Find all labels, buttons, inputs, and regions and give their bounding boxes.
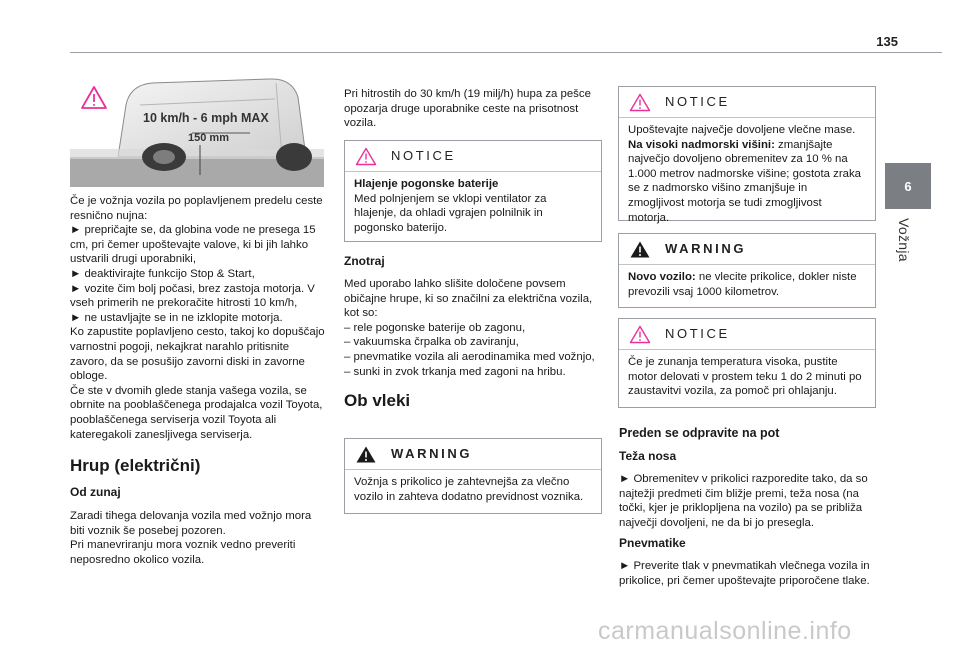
notice-header (619, 319, 875, 350)
bullet-item: ► Preverite tlak v pnevmatikah vlečnega vozila in prikolice, pri čemer upoštevajte priporočene tlake. (619, 560, 870, 587)
header-rule (70, 52, 942, 53)
notice-label: NOTICE (391, 147, 456, 163)
warning-icon (355, 147, 377, 166)
paragraph: Pri hitrostih do 30 km/h (19 milj/h) hupa za pešce opozarja druge uporabnike ceste na prisotnost vozila. (344, 88, 591, 130)
subheading-od-zunaj: Od zunaj (70, 485, 121, 500)
column-1 (70, 194, 328, 567)
bullet-item: ► Obremenitev v prikolici razporedite tako, da so najtežji predmeti čim bližje premi, teža nosa (na točki, kjer je priklopljena na vozilo) pa se približa največji dovoljeni, ne da bi jo presegla. (619, 473, 868, 529)
subheading-znotraj: Znotraj (344, 254, 385, 268)
paragraph: Če je vožnja vozila po poplavljenem predelu ceste resnično nujna: (70, 195, 323, 222)
chapter-tab[interactable] (885, 163, 931, 209)
dash-item: – pnevmatike vozila ali aerodinamika med vožnjo, (344, 350, 595, 363)
warning-icon (629, 325, 651, 344)
column-2-intro (344, 87, 602, 131)
column-3-body (619, 426, 875, 589)
bullet-item: ► ne ustavljajte se in ne izklopite motorja. (70, 311, 283, 324)
paragraph: Pri manevriranju mora voznik vedno preveriti neposredno okolico vozila. (70, 539, 296, 566)
warning-icon (629, 240, 651, 259)
section-heading-ob-vleki: Ob vleki (344, 391, 411, 411)
column-2-body (344, 254, 602, 411)
warning-text: Vožnja s prikolico je zahtevnejša za vlečno vozilo in zahteva dodatno previdnost voznika. (354, 476, 584, 503)
warning-header (345, 439, 601, 470)
water-depth-label: 150 mm (188, 132, 229, 144)
notice-box-battery (344, 140, 602, 242)
notice-label: NOTICE (665, 93, 730, 109)
notice-label: NOTICE (665, 325, 730, 341)
notice-box-temperature (618, 318, 876, 408)
bullet-item: ► vozite čim bolj počasi, brez zastoja motorja. V vseh primerih ne prekoračite hitrosti 10 km/h, (70, 282, 315, 310)
warning-icon (355, 445, 377, 464)
warning-bold-lead: Novo vozilo: (628, 271, 696, 283)
section-heading-preden: Preden se odpravite na pot (619, 426, 780, 440)
page-number: 135 (876, 34, 898, 49)
subheading-teza-nosa: Teža nosa (619, 449, 677, 463)
dash-item: – rele pogonske baterije ob zagonu, (344, 321, 526, 334)
chapter-number: 6 (904, 178, 912, 194)
notice-header (345, 141, 601, 172)
paragraph: Med uporabo lahko slišite določene povsem običajne hrupe, ki so značilni za električna vozila, kot so: (344, 278, 593, 320)
notice-header (619, 87, 875, 118)
watermark: carmanualsonline.info (598, 617, 852, 645)
dash-item: – sunki in zvok trkanja med zagoni na hribu. (344, 365, 566, 378)
notice-title: Hlajenje pogonske baterije (354, 178, 499, 190)
speed-limit-label: 10 km/h - 6 mph MAX (143, 111, 269, 125)
section-heading-hrup: Hrup (električni) (70, 456, 201, 476)
paragraph: Če ste v dvomih glede stanja vašega vozila, se obrnite na pooblaščenega prodajalca vozil Toyota, pooblaščenega serviserja vozil Toyota ali kateregakoli zanesljivega serviserja. (70, 384, 323, 441)
warning-label: WARNING (391, 445, 473, 461)
dash-item: – vakuumska črpalka ob zaviranju, (344, 336, 519, 349)
bullet-item: ► prepričajte se, da globina vode ne presega 15 cm, pri čemer upoštevajte valove, ki bi jih lahko ustvarili drugi uporabniki, (70, 224, 316, 266)
warning-icon (629, 93, 651, 112)
paragraph: Zaradi tihega delovanja vozila med vožnjo mora biti voznik še posebej pozoren. (70, 510, 312, 537)
notice-text (628, 138, 866, 226)
warning-box-towing (344, 438, 602, 514)
warning-text (628, 270, 866, 299)
warning-header (619, 234, 875, 265)
notice-box-tow-mass (618, 86, 876, 224)
notice-text: Med polnjenjem se vklopi ventilator za hlajenje, da ohladi vgrajen polnilnik in pogonsko baterijo. (354, 192, 547, 234)
subheading-pnevmatike: Pnevmatike (619, 536, 686, 551)
warning-label: WARNING (665, 240, 747, 256)
chapter-label: Vožnja (896, 218, 912, 262)
bullet-item: ► deaktivirajte funkcijo Stop & Start, (70, 267, 255, 280)
notice-text-continued: zmanjšajte največjo dovoljeno obremenitev za 10 % na 1.000 metrov nadmorske višine; gostota zraka se z nadmorsko višino zmanjšuje in zmogljivost motorja se tudi zmogljivost motorja. (628, 138, 861, 224)
paragraph: Ko zapustite poplavljeno cesto, takoj ko dopuščajo varnostni pogoji, nekajkrat narahlo pritisnite zavoro, da se posušijo zavorni diski in zavorne obloge. (70, 326, 325, 383)
notice-bold-lead: Na visoki nadmorski višini: (628, 138, 775, 151)
warning-icon (82, 87, 106, 108)
warning-box-new-vehicle (618, 233, 876, 308)
notice-text: Če je zunanja temperatura visoka, pustite motor delovati v prostem teku 1 do 2 minuti po zaustavitvi vozila, za pomoč pri ohlajanju. (628, 356, 862, 398)
notice-text: Upoštevajte največje dovoljene vlečne mase. (628, 124, 856, 136)
warning-text-continued: ne vlecite prikolice, dokler niste prevozili vsaj 1000 kilometrov. (628, 271, 857, 298)
flooded-road-illustration (70, 75, 324, 187)
